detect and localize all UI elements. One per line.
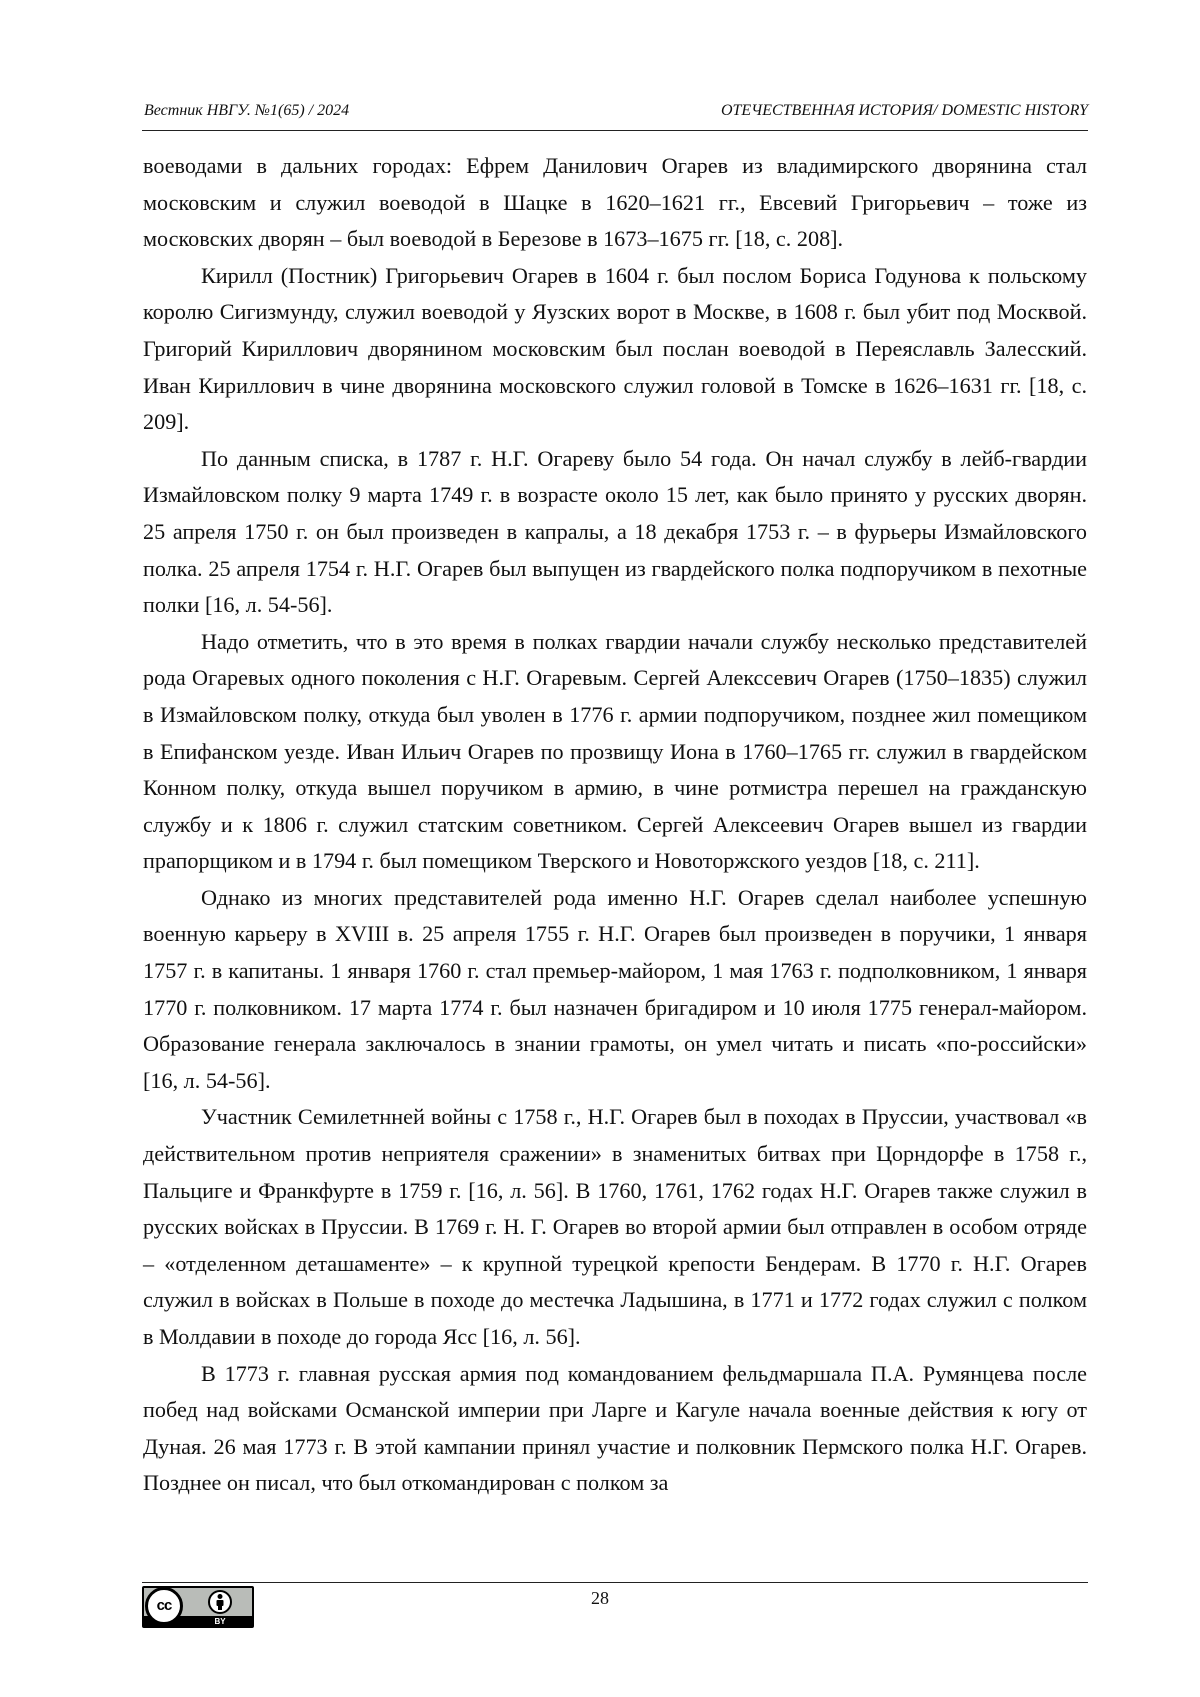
paragraph: В 1773 г. главная русская армия под командованием фельдмаршала П.А. Румянцева после побед над войсками Османской империи при Ларге и Кагуле начала военные действия к югу от Дуная. 26 мая 1773 г. В этой кампании принял участие и полковник Пермского полка Н.Г. Огарев. Позднее он писал, что был откомандирован с полком за xyxy=(143,1360,1087,1496)
article-body xyxy=(143,148,1087,1502)
journal-title: Вестник НВГУ. №1(65) / 2024 xyxy=(144,102,350,119)
paragraph: Надо отметить, что в это время в полках гвардии начали службу несколько представителей рода Огаревых одного поколения с Н.Г. Огаревым. Сергей Алекссевич Огарев (1750–1835) служил в Измайловском полку, откуда был уволен в 1776 г. армии подпоручиком, позднее жил помещиком в Епифанском уезде. Иван Ильич Огарев по прозвищу Иона в 1760–1765 гг. служил в гвардейском Конном полку, откуда вышел поручиком в армию, в чине ротмистра перешел на гражданскую службу и к 1806 г. служил статским советником. Сергей Алексеевич Огарев вышел из гвардии прапорщиком и в 1794 г. был помещиком Тверского и Новоторжского уездов [18, с. 211]. xyxy=(143,628,1087,874)
section-title: ОТЕЧЕСТВЕННАЯ ИСТОРИЯ/ DOMESTIC HISTORY xyxy=(720,102,1088,119)
cc-logo-icon: cc xyxy=(145,1587,183,1625)
paragraph: Однако из многих представителей рода именно Н.Г. Огарев сделал наиболее успешную военную карьеру в XVIII в. 25 апреля 1755 г. Н.Г. Огарев был произведен в поручики, 1 января 1757 г. в капитаны. 1 января 1760 г. стал премьер-майором, 1 мая 1763 г. подполковником, 1 января 1770 г. полковником. 17 марта 1774 г. был назначен бригадиром и 10 июля 1775 генерал-майором. Образование генерала заключалось в знании грамоты, он умел читать и писать «по-российски» [16, л. 54-56]. xyxy=(143,884,1087,1093)
page-number: 28 xyxy=(591,1588,609,1608)
paragraph: Участник Семилетнней войны с 1758 г., Н.Г. Огарев был в походах в Пруссии, участвовал «в действительном против неприятеля сражении» в знаменитых битвах при Цорндорфе в 1758 г., Пальциге и Франкфурте в 1759 г. [16, л. 56]. В 1760, 1761, 1762 годах Н.Г. Огарев также служил в русских войсках в Пруссии. В 1769 г. Н. Г. Огарев во второй армии был отправлен в особом отряде – «отделенном деташаменте» – к крупной турецкой крепости Бендерам. В 1770 г. Н.Г. Огарев служил в войсках в Польше в походе до местечка Ладышина, в 1771 и 1772 годах служил с полком в Молдавии в походе до города Ясс [16, л. 56]. xyxy=(143,1104,1087,1349)
paragraph: По данным списка, в 1787 г. Н.Г. Огареву было 54 года. Он начал службу в лейб-гвардии Измайловском полку 9 марта 1749 г. в возрасте около 15 лет, как было принято у русских дворян. 25 апреля 1750 г. он был произведен в капралы, а 18 декабря 1753 г. – в фурьеры Измайловского полка. 25 апреля 1754 г. Н.Г. Огарев был выпущен из гвардейского полка подпоручиком в пехотные полки [16, л. 54-56]. xyxy=(143,445,1087,618)
paragraph: Кирилл (Постник) Григорьевич Огарев в 1604 г. был послом Бориса Годунова к польскому королю Сигизмунду, служил воеводой у Яузских ворот в Москве, в 1608 г. был убит под Москвой. Григорий Кириллович дворянином московским был послан воеводой в Переяславль Залесский. Иван Кириллович в чине дворянина московского служил головой в Томске в 1626–1631 гг. [18, с. 209]. xyxy=(143,262,1087,435)
header-rule xyxy=(142,130,1088,131)
paragraph: воеводами в дальних городах: Ефрем Данилович Огарев из владимирского дворянина стал московским и служил воеводой в Шацке в 1620–1621 гг., Евсевий Григорьевич – тоже из московских дворян – был воеводой в Березове в 1673–1675 гг. [18, с. 208]. xyxy=(143,153,1087,252)
by-label: BY xyxy=(214,1617,226,1626)
footer-rule xyxy=(142,1582,1088,1583)
running-header xyxy=(142,102,1088,128)
